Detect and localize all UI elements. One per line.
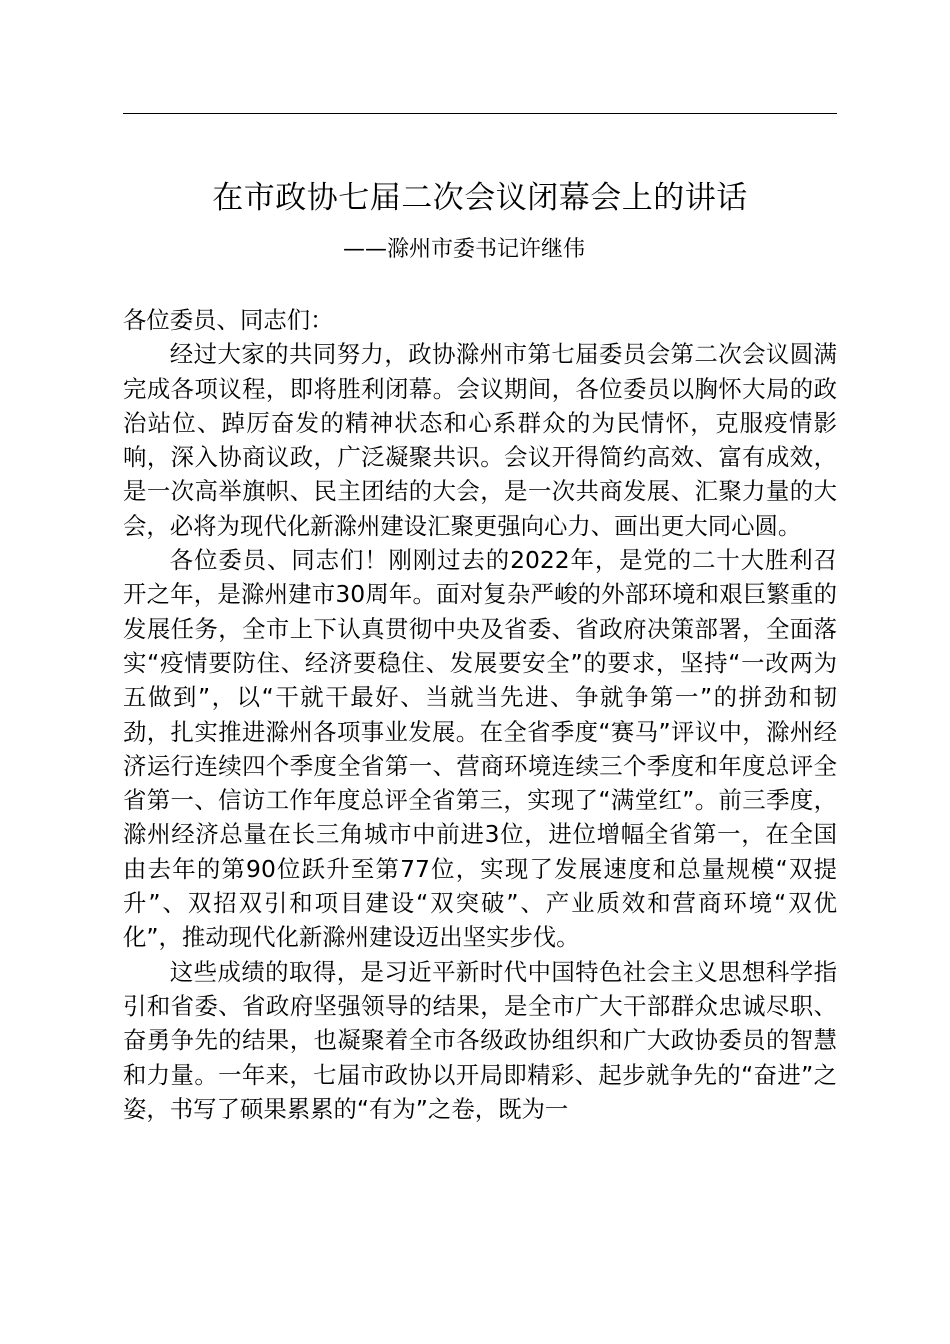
document-subtitle: ——滁州市委书记许继伟 [343, 237, 586, 262]
paragraph: 经过大家的共同努力，政协滁州市第七届委员会第二次会议圆满完成各项议程，即将胜利闭幕。会议期间，各位委员以胸怀大局的政治站位、踔厉奋发的精神状态和心系群众的为民情怀，克服疫情影响，深入协商议政，广泛凝聚共识。会议开得简约高效、富有成效，是一次高举旗帜、民主团结的大会，是一次共商发展、汇聚力量的大会，必将为现代化新滁州建设汇聚更强向心力、画出更大同心圆。 [123, 340, 837, 540]
document-title: 在市政协七届二次会议闭幕会上的讲话 [212, 180, 748, 216]
paragraph: 各位委员、同志们！刚刚过去的2022年，是党的二十大胜利召开之年，是滁州建市30周年。面对复杂严峻的外部环境和艰巨繁重的发展任务，全市上下认真贯彻中央及省委、省政府决策部署，全面落实“疫情要防住、经济要稳住、发展要安全”的要求，坚持“一改两为五做到”，以“干就干最好、当就当先进、争就争第一”的拼劲和韧劲，扎实推进滁州各项事业发展。在全省季度“赛马”评议中，滁州经济运行连续四个季度全省第一、营商环境连续三个季度和年度总评全省第一、信访工作年度总评全省第三，实现了“满堂红”。前三季度，滁州经济总量在长三角城市中前进3位，进位增幅全省第一，在全国由去年的第90位跃升至第77位，实现了发展速度和总量规模“双提升”、双招双引和项目建设“双突破”、产业质效和营商环境“双优化”，推动现代化新滁州建设迈出坚实步伐。 [123, 546, 837, 952]
paragraph: 这些成绩的取得，是习近平新时代中国特色社会主义思想科学指引和省委、省政府坚强领导的结果，是全市广大干部群众忠诚尽职、奋勇争先的结果，也凝聚着全市各级政协组织和广大政协委员的智慧和力量。一年来，七届市政协以开局即精彩、起步就争先的“奋进”之姿，书写了硕果累累的“有为”之卷，既为一 [123, 957, 837, 1123]
salutation: 各位委员、同志们： [123, 306, 334, 334]
header-rule [123, 113, 837, 114]
document-body [123, 303, 837, 1126]
